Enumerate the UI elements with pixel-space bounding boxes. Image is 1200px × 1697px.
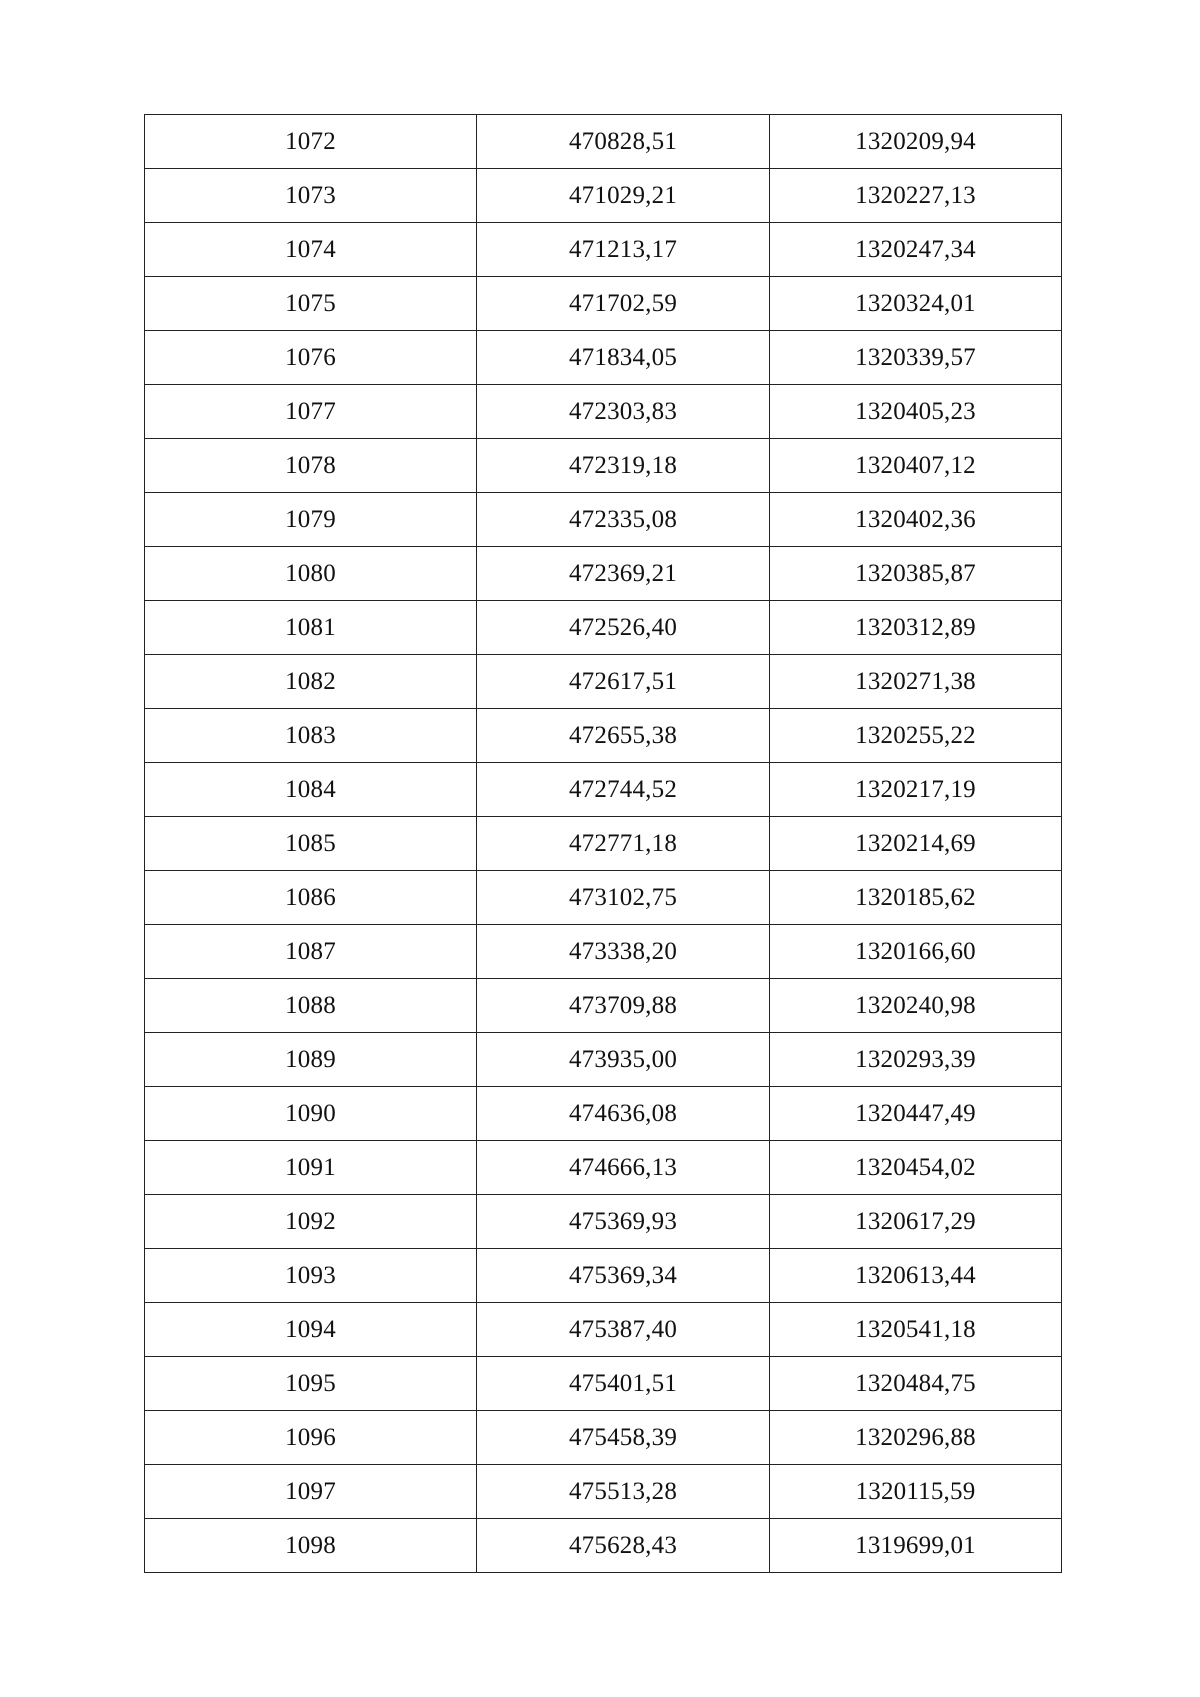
y-coordinate-cell: 1320454,02 [770,1141,1062,1195]
y-coordinate-cell: 1319699,01 [770,1519,1062,1573]
x-coordinate-cell: 474666,13 [477,1141,770,1195]
y-coordinate-cell: 1320217,19 [770,763,1062,817]
point-number-cell: 1079 [145,493,477,547]
x-coordinate-cell: 475628,43 [477,1519,770,1573]
y-coordinate-cell: 1320613,44 [770,1249,1062,1303]
x-coordinate-cell: 471702,59 [477,277,770,331]
coordinates-table-body [145,115,1062,1573]
point-number-cell: 1076 [145,331,477,385]
point-number-cell: 1075 [145,277,477,331]
table-row [145,979,1062,1033]
x-coordinate-cell: 475513,28 [477,1465,770,1519]
table-row [145,547,1062,601]
table-row [145,115,1062,169]
point-number-cell: 1082 [145,655,477,709]
table-row [145,169,1062,223]
point-number-cell: 1095 [145,1357,477,1411]
x-coordinate-cell: 473935,00 [477,1033,770,1087]
y-coordinate-cell: 1320617,29 [770,1195,1062,1249]
x-coordinate-cell: 475369,34 [477,1249,770,1303]
table-row [145,439,1062,493]
point-number-cell: 1072 [145,115,477,169]
table-row [145,1249,1062,1303]
point-number-cell: 1073 [145,169,477,223]
point-number-cell: 1090 [145,1087,477,1141]
point-number-cell: 1093 [145,1249,477,1303]
point-number-cell: 1096 [145,1411,477,1465]
y-coordinate-cell: 1320214,69 [770,817,1062,871]
coordinates-table [144,114,1062,1573]
table-row [145,1411,1062,1465]
x-coordinate-cell: 471029,21 [477,169,770,223]
point-number-cell: 1094 [145,1303,477,1357]
x-coordinate-cell: 472369,21 [477,547,770,601]
y-coordinate-cell: 1320240,98 [770,979,1062,1033]
x-coordinate-cell: 473102,75 [477,871,770,925]
table-row [145,1087,1062,1141]
table-row [145,817,1062,871]
x-coordinate-cell: 475387,40 [477,1303,770,1357]
x-coordinate-cell: 475369,93 [477,1195,770,1249]
table-row [145,1195,1062,1249]
y-coordinate-cell: 1320293,39 [770,1033,1062,1087]
x-coordinate-cell: 472744,52 [477,763,770,817]
point-number-cell: 1083 [145,709,477,763]
y-coordinate-cell: 1320209,94 [770,115,1062,169]
point-number-cell: 1078 [145,439,477,493]
table-row [145,1519,1062,1573]
y-coordinate-cell: 1320385,87 [770,547,1062,601]
point-number-cell: 1089 [145,1033,477,1087]
table-row [145,925,1062,979]
x-coordinate-cell: 472303,83 [477,385,770,439]
y-coordinate-cell: 1320227,13 [770,169,1062,223]
x-coordinate-cell: 471834,05 [477,331,770,385]
x-coordinate-cell: 475401,51 [477,1357,770,1411]
table-row [145,223,1062,277]
table-row [145,385,1062,439]
point-number-cell: 1091 [145,1141,477,1195]
table-row [145,1141,1062,1195]
x-coordinate-cell: 475458,39 [477,1411,770,1465]
point-number-cell: 1088 [145,979,477,1033]
x-coordinate-cell: 472771,18 [477,817,770,871]
point-number-cell: 1087 [145,925,477,979]
y-coordinate-cell: 1320402,36 [770,493,1062,547]
y-coordinate-cell: 1320484,75 [770,1357,1062,1411]
point-number-cell: 1084 [145,763,477,817]
x-coordinate-cell: 472526,40 [477,601,770,655]
table-row [145,277,1062,331]
point-number-cell: 1092 [145,1195,477,1249]
point-number-cell: 1080 [145,547,477,601]
x-coordinate-cell: 472335,08 [477,493,770,547]
y-coordinate-cell: 1320324,01 [770,277,1062,331]
y-coordinate-cell: 1320255,22 [770,709,1062,763]
point-number-cell: 1097 [145,1465,477,1519]
y-coordinate-cell: 1320541,18 [770,1303,1062,1357]
y-coordinate-cell: 1320405,23 [770,385,1062,439]
table-row [145,331,1062,385]
point-number-cell: 1081 [145,601,477,655]
table-row [145,1465,1062,1519]
table-row [145,1303,1062,1357]
x-coordinate-cell: 474636,08 [477,1087,770,1141]
point-number-cell: 1098 [145,1519,477,1573]
point-number-cell: 1086 [145,871,477,925]
x-coordinate-cell: 472655,38 [477,709,770,763]
table-row [145,709,1062,763]
y-coordinate-cell: 1320312,89 [770,601,1062,655]
y-coordinate-cell: 1320247,34 [770,223,1062,277]
table-row [145,493,1062,547]
x-coordinate-cell: 472617,51 [477,655,770,709]
table-row [145,871,1062,925]
y-coordinate-cell: 1320271,38 [770,655,1062,709]
point-number-cell: 1085 [145,817,477,871]
y-coordinate-cell: 1320115,59 [770,1465,1062,1519]
y-coordinate-cell: 1320166,60 [770,925,1062,979]
y-coordinate-cell: 1320447,49 [770,1087,1062,1141]
table-row [145,1357,1062,1411]
y-coordinate-cell: 1320185,62 [770,871,1062,925]
table-row [145,763,1062,817]
x-coordinate-cell: 473338,20 [477,925,770,979]
table-row [145,1033,1062,1087]
x-coordinate-cell: 473709,88 [477,979,770,1033]
point-number-cell: 1077 [145,385,477,439]
table-row [145,601,1062,655]
point-number-cell: 1074 [145,223,477,277]
table-row [145,655,1062,709]
x-coordinate-cell: 472319,18 [477,439,770,493]
x-coordinate-cell: 471213,17 [477,223,770,277]
y-coordinate-cell: 1320296,88 [770,1411,1062,1465]
x-coordinate-cell: 470828,51 [477,115,770,169]
y-coordinate-cell: 1320339,57 [770,331,1062,385]
y-coordinate-cell: 1320407,12 [770,439,1062,493]
